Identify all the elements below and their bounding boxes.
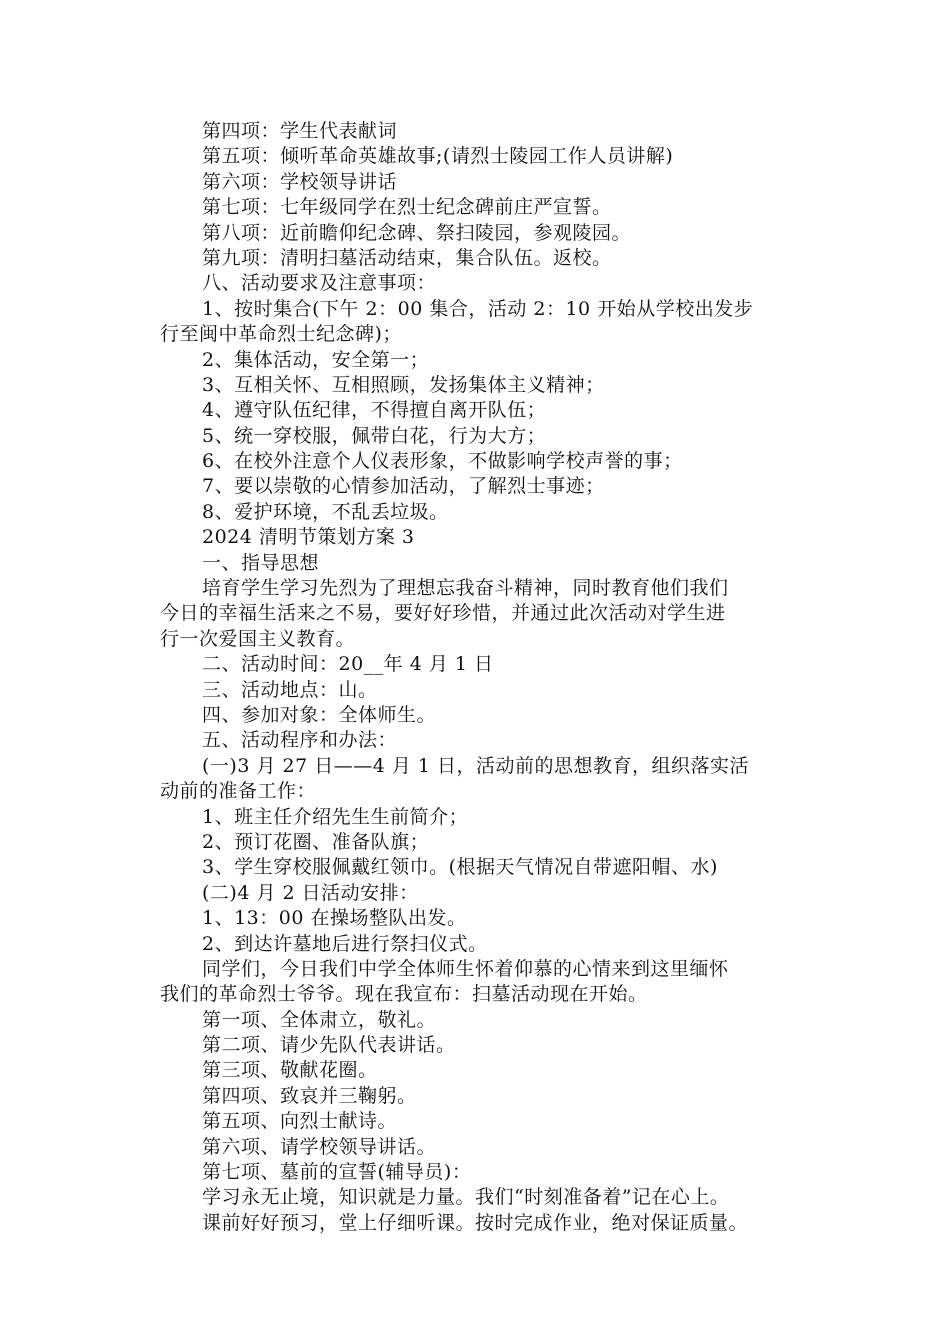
- text-line: 1、13：00 在操场整队出发。: [202, 907, 467, 930]
- text-line: 第三项、敬献花圈。: [202, 1059, 378, 1082]
- text-line: (二)4 月 2 日活动安排：: [202, 881, 419, 904]
- text-line: 3、互相关怀、互相照顾，发扬集体主义精神；: [202, 373, 605, 396]
- text-line: 四、参加对象：全体师生。: [202, 703, 437, 726]
- text-line: 1、班主任介绍先生生前简介；: [202, 805, 469, 828]
- text-line: 8、爱护环境，不乱丢垃圾。: [202, 500, 449, 523]
- text-line: 同学们，今日我们中学全体师生怀着仰慕的心情来到这里缅怀: [202, 957, 729, 980]
- text-line: 一、指导思想: [202, 551, 320, 574]
- text-line: 4、遵守队伍纪律，不得擅自离开队伍；: [202, 399, 547, 422]
- text-line: 培育学生学习先烈为了理想忘我奋斗精神，同时教育他们我们: [202, 577, 729, 600]
- text-line: 3、学生穿校服佩戴红领巾。(根据天气情况自带遮阳帽、水): [202, 856, 718, 879]
- text-line: 第二项、请少先队代表讲话。: [202, 1034, 456, 1057]
- text-line: 课前好好预习，堂上仔细听课。按时完成作业，绝对保证质量。: [202, 1211, 749, 1234]
- text-line: 2024 清明节策划方案 3: [202, 526, 415, 549]
- text-line: 2、到达许墓地后进行祭扫仪式。: [202, 932, 488, 955]
- text-line: 行至闽中革命烈士纪念碑)；: [160, 323, 402, 346]
- text-line: 二、活动时间：20__年 4 月 1 日: [202, 653, 494, 676]
- text-line: 5、统一穿校服，佩带白花，行为大方；: [202, 424, 547, 447]
- text-line: 第七项、墓前的宣誓(辅导员)：: [202, 1161, 472, 1184]
- text-line: 今日的幸福生活来之不易，要好好珍惜，并通过此次活动对学生进: [160, 602, 726, 625]
- text-line: 第九项：清明扫墓活动结束，集合队伍。返校。: [202, 246, 612, 269]
- text-line: 2、集体活动，安全第一；: [202, 348, 430, 371]
- text-line: 第四项、致哀并三鞠躬。: [202, 1084, 417, 1107]
- text-line: 三、活动地点：山。: [202, 678, 378, 701]
- text-line: 第一项、全体肃立，敬礼。: [202, 1008, 437, 1031]
- text-line: 第四项：学生代表献词: [202, 120, 398, 142]
- text-line: (一)3 月 27 日——4 月 1 日，活动前的思想教育，组织落实活: [202, 754, 750, 777]
- text-line: 第五项、向烈士献诗。: [202, 1110, 398, 1133]
- text-line: 7、要以崇敬的心情参加活动，了解烈士事迹；: [202, 475, 605, 498]
- text-line: 第六项、请学校领导讲话。: [202, 1135, 437, 1158]
- text-line: 第六项：学校领导讲话: [202, 170, 398, 193]
- text-line: 行一次爱国主义教育。: [160, 627, 356, 650]
- text-line: 2、预订花圈、准备队旗；: [202, 830, 430, 853]
- text-line: 五、活动程序和办法：: [202, 729, 398, 752]
- text-line: 第五项：倾听革命英雄故事;(请烈士陵园工作人员讲解): [202, 145, 674, 168]
- text-line: 6、在校外注意个人仪表形象，不做影响学校声誉的事；: [202, 450, 683, 473]
- text-line: 1、按时集合(下午 2：00 集合，活动 2：10 开始从学校出发步: [202, 297, 754, 320]
- text-line: 八、活动要求及注意事项：: [202, 272, 437, 295]
- text-line: 我们的革命烈士爷爷。现在我宣布：扫墓活动现在开始。: [160, 983, 648, 1006]
- text-line: 第七项：七年级同学在烈士纪念碑前庄严宣誓。: [202, 196, 612, 219]
- text-line: 学习永无止境，知识就是力量。我们“时刻准备着”记在心上。: [202, 1186, 730, 1209]
- text-line: 动前的准备工作：: [160, 780, 317, 803]
- text-line: 第八项：近前瞻仰纪念碑、祭扫陵园，参观陵园。: [202, 221, 632, 244]
- document-body: [160, 119, 820, 1236]
